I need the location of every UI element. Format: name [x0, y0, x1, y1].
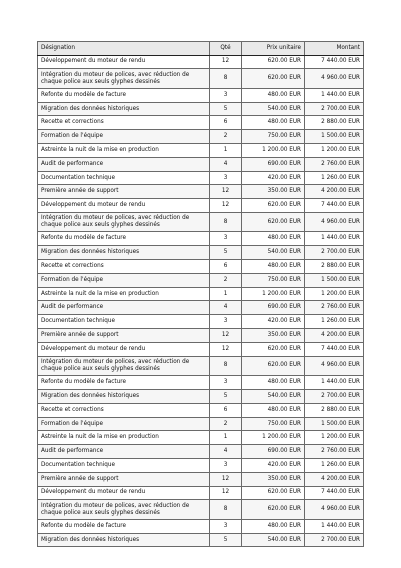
cell-qty: 6 — [210, 403, 242, 417]
table-row — [38, 486, 364, 500]
cell-designation: Formation de l'équipe — [38, 273, 210, 287]
cell-amount: 4 200.00 EUR — [305, 329, 364, 343]
cell-designation: Formation de l'équipe — [38, 130, 210, 144]
cell-amount: 1 200.00 EUR — [305, 431, 364, 445]
table-row — [38, 212, 364, 232]
cell-qty: 3 — [210, 232, 242, 246]
cell-unit-price: 480.00 EUR — [242, 519, 305, 533]
cell-qty: 12 — [210, 199, 242, 213]
cell-unit-price: 620.00 EUR — [242, 69, 305, 89]
table-row — [38, 116, 364, 130]
table-row — [38, 55, 364, 69]
cell-unit-price: 480.00 EUR — [242, 116, 305, 130]
cell-unit-price: 620.00 EUR — [242, 342, 305, 356]
cell-amount: 4 960.00 EUR — [305, 212, 364, 232]
cell-designation: Développement du moteur de rendu — [38, 55, 210, 69]
cell-designation: Refonte du modèle de facture — [38, 88, 210, 102]
table-row — [38, 185, 364, 199]
table-header — [38, 42, 364, 56]
cell-designation: Recette et corrections — [38, 403, 210, 417]
cell-unit-price: 750.00 EUR — [242, 417, 305, 431]
cell-unit-price: 480.00 EUR — [242, 376, 305, 390]
cell-designation: Astreinte la nuit de la mise en production — [38, 431, 210, 445]
cell-qty: 1 — [210, 287, 242, 301]
table-row — [38, 273, 364, 287]
cell-unit-price: 350.00 EUR — [242, 472, 305, 486]
cell-qty: 3 — [210, 315, 242, 329]
cell-designation: Première année de support — [38, 472, 210, 486]
cell-amount: 1 440.00 EUR — [305, 376, 364, 390]
cell-amount: 1 440.00 EUR — [305, 232, 364, 246]
cell-unit-price: 540.00 EUR — [242, 389, 305, 403]
cell-amount: 1 440.00 EUR — [305, 88, 364, 102]
header-row — [38, 42, 364, 56]
table-row — [38, 533, 364, 547]
cell-designation: Refonte du modèle de facture — [38, 232, 210, 246]
cell-amount: 4 960.00 EUR — [305, 356, 364, 376]
cell-qty: 2 — [210, 273, 242, 287]
table-row — [38, 458, 364, 472]
table-row — [38, 417, 364, 431]
cell-qty: 12 — [210, 329, 242, 343]
cell-amount: 2 880.00 EUR — [305, 116, 364, 130]
cell-amount: 2 760.00 EUR — [305, 301, 364, 315]
cell-qty: 6 — [210, 260, 242, 274]
table-row — [38, 356, 364, 376]
cell-designation: Documentation technique — [38, 458, 210, 472]
cell-amount: 1 500.00 EUR — [305, 417, 364, 431]
cell-designation: Première année de support — [38, 329, 210, 343]
cell-amount: 1 200.00 EUR — [305, 287, 364, 301]
cell-qty: 6 — [210, 116, 242, 130]
cell-unit-price: 350.00 EUR — [242, 185, 305, 199]
cell-qty: 2 — [210, 130, 242, 144]
table-row — [38, 403, 364, 417]
cell-amount: 2 880.00 EUR — [305, 403, 364, 417]
cell-unit-price: 690.00 EUR — [242, 445, 305, 459]
table-row — [38, 88, 364, 102]
invoice-sheet — [37, 41, 363, 547]
cell-amount: 4 960.00 EUR — [305, 69, 364, 89]
cell-qty: 12 — [210, 185, 242, 199]
cell-unit-price: 620.00 EUR — [242, 356, 305, 376]
cell-unit-price: 620.00 EUR — [242, 486, 305, 500]
cell-qty: 3 — [210, 88, 242, 102]
table-row — [38, 445, 364, 459]
table-body — [38, 55, 364, 547]
cell-designation: Documentation technique — [38, 315, 210, 329]
cell-qty: 3 — [210, 458, 242, 472]
cell-unit-price: 750.00 EUR — [242, 273, 305, 287]
cell-unit-price: 350.00 EUR — [242, 329, 305, 343]
cell-designation: Migration des données historiques — [38, 246, 210, 260]
table-row — [38, 171, 364, 185]
cell-designation: Développement du moteur de rendu — [38, 342, 210, 356]
cell-designation: Formation de l'équipe — [38, 417, 210, 431]
cell-qty: 1 — [210, 143, 242, 157]
cell-qty: 8 — [210, 500, 242, 520]
table-row — [38, 519, 364, 533]
table-row — [38, 232, 364, 246]
table-row — [38, 143, 364, 157]
cell-qty: 5 — [210, 102, 242, 116]
cell-amount: 4 200.00 EUR — [305, 185, 364, 199]
column-header-qty: Qté — [210, 42, 242, 56]
cell-designation: Audit de performance — [38, 301, 210, 315]
cell-amount: 4 200.00 EUR — [305, 472, 364, 486]
cell-unit-price: 1 200.00 EUR — [242, 287, 305, 301]
cell-designation: Développement du moteur de rendu — [38, 486, 210, 500]
cell-unit-price: 620.00 EUR — [242, 500, 305, 520]
table-row — [38, 500, 364, 520]
cell-designation: Première année de support — [38, 185, 210, 199]
table-row — [38, 431, 364, 445]
cell-unit-price: 480.00 EUR — [242, 260, 305, 274]
cell-designation: Intégration du moteur de polices, avec réduction de chaque police aux seuls glyphes dessinés — [38, 356, 210, 376]
cell-unit-price: 480.00 EUR — [242, 88, 305, 102]
cell-amount: 2 700.00 EUR — [305, 102, 364, 116]
table-row — [38, 246, 364, 260]
table-row — [38, 376, 364, 390]
cell-qty: 4 — [210, 157, 242, 171]
table-row — [38, 260, 364, 274]
cell-amount: 7 440.00 EUR — [305, 55, 364, 69]
cell-unit-price: 480.00 EUR — [242, 403, 305, 417]
cell-qty: 4 — [210, 445, 242, 459]
cell-designation: Audit de performance — [38, 157, 210, 171]
column-header-amount: Montant — [305, 42, 364, 56]
cell-unit-price: 690.00 EUR — [242, 157, 305, 171]
cell-qty: 3 — [210, 376, 242, 390]
table-row — [38, 342, 364, 356]
cell-qty: 3 — [210, 519, 242, 533]
cell-qty: 8 — [210, 212, 242, 232]
cell-unit-price: 620.00 EUR — [242, 212, 305, 232]
cell-designation: Migration des données historiques — [38, 102, 210, 116]
cell-qty: 5 — [210, 533, 242, 547]
cell-qty: 5 — [210, 246, 242, 260]
invoice-table — [37, 41, 364, 547]
cell-designation: Développement du moteur de rendu — [38, 199, 210, 213]
cell-qty: 12 — [210, 342, 242, 356]
column-header-unit-price: Prix unitaire — [242, 42, 305, 56]
cell-amount: 2 880.00 EUR — [305, 260, 364, 274]
cell-unit-price: 480.00 EUR — [242, 232, 305, 246]
cell-amount: 2 760.00 EUR — [305, 157, 364, 171]
cell-amount: 1 500.00 EUR — [305, 130, 364, 144]
cell-unit-price: 420.00 EUR — [242, 315, 305, 329]
cell-amount: 7 440.00 EUR — [305, 486, 364, 500]
table-row — [38, 102, 364, 116]
column-header-designation: Désignation — [38, 42, 210, 56]
cell-amount: 4 960.00 EUR — [305, 500, 364, 520]
cell-unit-price: 420.00 EUR — [242, 171, 305, 185]
cell-amount: 7 440.00 EUR — [305, 342, 364, 356]
table-row — [38, 199, 364, 213]
cell-unit-price: 420.00 EUR — [242, 458, 305, 472]
cell-amount: 2 700.00 EUR — [305, 533, 364, 547]
cell-designation: Documentation technique — [38, 171, 210, 185]
cell-amount: 1 260.00 EUR — [305, 458, 364, 472]
cell-unit-price: 690.00 EUR — [242, 301, 305, 315]
table-row — [38, 329, 364, 343]
cell-amount: 1 260.00 EUR — [305, 315, 364, 329]
cell-designation: Astreinte la nuit de la mise en production — [38, 143, 210, 157]
cell-qty: 12 — [210, 486, 242, 500]
cell-qty: 3 — [210, 171, 242, 185]
table-row — [38, 389, 364, 403]
cell-amount: 1 200.00 EUR — [305, 143, 364, 157]
table-row — [38, 130, 364, 144]
cell-qty: 2 — [210, 417, 242, 431]
table-row — [38, 287, 364, 301]
cell-unit-price: 1 200.00 EUR — [242, 431, 305, 445]
cell-qty: 12 — [210, 472, 242, 486]
cell-amount: 1 440.00 EUR — [305, 519, 364, 533]
cell-unit-price: 540.00 EUR — [242, 102, 305, 116]
cell-designation: Refonte du modèle de facture — [38, 519, 210, 533]
cell-designation: Intégration du moteur de polices, avec réduction de chaque police aux seuls glyphes dessinés — [38, 212, 210, 232]
cell-designation: Migration des données historiques — [38, 389, 210, 403]
cell-unit-price: 540.00 EUR — [242, 246, 305, 260]
cell-designation: Intégration du moteur de polices, avec réduction de chaque police aux seuls glyphes dessinés — [38, 69, 210, 89]
cell-unit-price: 750.00 EUR — [242, 130, 305, 144]
cell-unit-price: 1 200.00 EUR — [242, 143, 305, 157]
cell-amount: 7 440.00 EUR — [305, 199, 364, 213]
table-row — [38, 69, 364, 89]
table-row — [38, 301, 364, 315]
cell-unit-price: 620.00 EUR — [242, 55, 305, 69]
table-row — [38, 315, 364, 329]
cell-designation: Refonte du modèle de facture — [38, 376, 210, 390]
cell-designation: Intégration du moteur de polices, avec réduction de chaque police aux seuls glyphes dessinés — [38, 500, 210, 520]
table-row — [38, 157, 364, 171]
cell-designation: Astreinte la nuit de la mise en production — [38, 287, 210, 301]
cell-designation: Migration des données historiques — [38, 533, 210, 547]
cell-qty: 12 — [210, 55, 242, 69]
cell-designation: Audit de performance — [38, 445, 210, 459]
cell-qty: 8 — [210, 356, 242, 376]
cell-amount: 1 500.00 EUR — [305, 273, 364, 287]
cell-amount: 2 700.00 EUR — [305, 246, 364, 260]
cell-amount: 2 700.00 EUR — [305, 389, 364, 403]
cell-qty: 1 — [210, 431, 242, 445]
table-row — [38, 472, 364, 486]
cell-designation: Recette et corrections — [38, 116, 210, 130]
cell-qty: 8 — [210, 69, 242, 89]
cell-amount: 2 760.00 EUR — [305, 445, 364, 459]
cell-qty: 4 — [210, 301, 242, 315]
cell-unit-price: 540.00 EUR — [242, 533, 305, 547]
cell-designation: Recette et corrections — [38, 260, 210, 274]
cell-amount: 1 260.00 EUR — [305, 171, 364, 185]
cell-unit-price: 620.00 EUR — [242, 199, 305, 213]
cell-qty: 5 — [210, 389, 242, 403]
